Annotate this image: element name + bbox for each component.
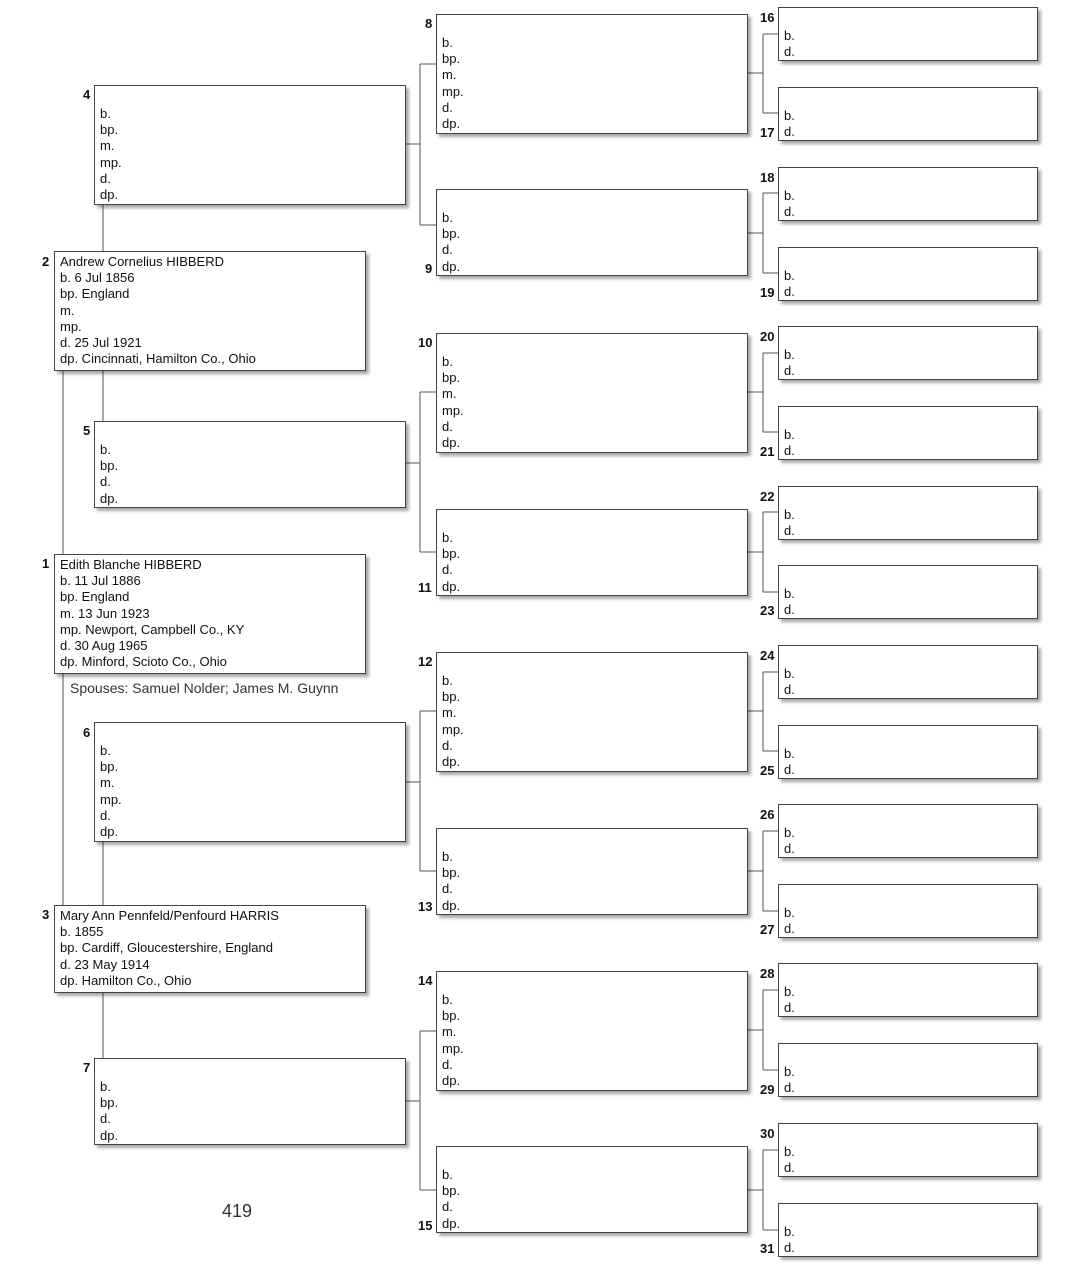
- death-line: d.: [784, 124, 795, 140]
- death-line: d.: [784, 602, 795, 618]
- person-number: 4: [83, 87, 91, 102]
- person-box-16: [778, 7, 1038, 61]
- birth-line: b.: [784, 1224, 795, 1239]
- death-line: d.: [784, 1160, 795, 1176]
- marriage-line: m.: [442, 705, 457, 721]
- death-place-line: dp.: [442, 578, 461, 594]
- birth-line: b.: [442, 354, 453, 369]
- birth-line: b.: [784, 188, 795, 203]
- person-box-28: [778, 963, 1038, 1017]
- birthplace-line: bp. England: [60, 286, 130, 302]
- person-box-19: [778, 247, 1038, 301]
- person-number: 1: [42, 556, 50, 571]
- death-line: d.: [784, 682, 795, 698]
- birth-line: b.: [784, 268, 795, 283]
- person-box-1: [54, 554, 366, 674]
- death-line: d.: [442, 418, 453, 434]
- birth-line: b.: [784, 666, 795, 681]
- death-line: d.: [784, 204, 795, 220]
- person-box-11: [436, 509, 748, 596]
- death-line: d.: [442, 737, 453, 753]
- death-place-line: dp. Hamilton Co., Ohio: [60, 972, 192, 988]
- marriage-line: m.: [60, 302, 75, 318]
- birth-line: b.: [784, 825, 795, 840]
- person-box-25: [778, 725, 1038, 779]
- marriage-place-line: mp.: [100, 791, 122, 807]
- person-number: 24: [760, 648, 775, 663]
- marriage-place-line: mp. Newport, Campbell Co., KY: [60, 621, 245, 637]
- person-number: 25: [760, 763, 775, 778]
- birth-line: b.: [442, 210, 453, 225]
- person-number: 8: [425, 16, 433, 31]
- birthplace-line: bp.: [100, 759, 119, 775]
- death-line: d.: [442, 1056, 453, 1072]
- page-number: 419: [222, 1201, 253, 1221]
- birthplace-line: bp.: [100, 458, 119, 474]
- person-number: 11: [418, 580, 432, 595]
- person-number: 28: [760, 966, 775, 981]
- birthplace-line: bp.: [442, 1183, 461, 1199]
- birth-line: b.: [784, 28, 795, 43]
- person-number: 15: [418, 1218, 433, 1233]
- person-number: 14: [418, 973, 433, 988]
- death-place-line: dp.: [100, 186, 119, 202]
- death-line: d.: [784, 443, 795, 459]
- birth-line: b.: [100, 106, 111, 121]
- person-box-6: [94, 722, 406, 842]
- person-box-18: [778, 167, 1038, 221]
- death-line: d. 25 Jul 1921: [60, 334, 142, 350]
- death-line: d.: [442, 881, 453, 897]
- death-place-line: dp.: [100, 823, 119, 839]
- birth-line: b.: [784, 427, 795, 442]
- birth-line: b.: [100, 743, 111, 758]
- death-line: d.: [784, 1000, 795, 1016]
- person-box-10: [436, 333, 748, 453]
- death-line: d.: [442, 242, 453, 258]
- death-place-line: dp.: [442, 434, 461, 450]
- death-line: d.: [100, 807, 111, 823]
- death-place-line: dp. Minford, Scioto Co., Ohio: [60, 654, 227, 670]
- person-box-17: [778, 87, 1038, 141]
- person-number: 3: [42, 907, 50, 922]
- marriage-line: m.: [100, 775, 115, 791]
- death-line: d.: [784, 1240, 795, 1256]
- death-line: d.: [784, 841, 795, 857]
- death-line: d.: [784, 523, 795, 539]
- person-number: 26: [760, 807, 775, 822]
- death-line: d.: [784, 44, 795, 60]
- birthplace-line: bp.: [100, 122, 119, 138]
- birthplace-line: bp.: [442, 370, 461, 386]
- birth-line: b. 1855: [60, 924, 104, 940]
- birth-line: b.: [784, 586, 795, 601]
- marriage-line: m.: [442, 386, 457, 402]
- person-number: 12: [418, 654, 433, 669]
- death-line: d. 30 Aug 1965: [60, 637, 148, 653]
- person-name: Mary Ann Pennfeld/Penfourd HARRIS: [60, 908, 279, 923]
- death-place-line: dp.: [442, 1215, 461, 1231]
- birth-line: b.: [442, 673, 453, 688]
- birth-line: b.: [442, 849, 453, 864]
- marriage-place-line: mp.: [60, 318, 82, 334]
- marriage-place-line: mp.: [442, 721, 464, 737]
- birth-line: b. 6 Jul 1856: [60, 270, 135, 286]
- birth-line: b.: [442, 992, 453, 1007]
- birth-line: b.: [784, 347, 795, 362]
- birth-line: b.: [442, 1167, 453, 1182]
- birthplace-line: bp.: [442, 226, 461, 242]
- birth-line: b.: [784, 746, 795, 761]
- person-box-2: [54, 251, 366, 371]
- death-line: d.: [100, 1111, 111, 1127]
- person-name: Edith Blanche HIBBERD: [60, 557, 202, 572]
- birth-line: b.: [784, 1064, 795, 1079]
- person-box-9: [436, 189, 748, 276]
- birthplace-line: bp.: [442, 51, 461, 67]
- death-line: d.: [784, 921, 795, 937]
- person-number: 9: [425, 261, 433, 276]
- death-line: d.: [100, 474, 111, 490]
- person-box-3: [54, 905, 366, 993]
- death-line: d.: [442, 1199, 453, 1215]
- person-number: 5: [83, 423, 91, 438]
- person-number: 31: [760, 1241, 775, 1256]
- person-number: 29: [760, 1082, 775, 1097]
- person-number: 22: [760, 489, 775, 504]
- person-number: 27: [760, 922, 775, 937]
- marriage-line: m.: [100, 138, 115, 154]
- person-box-15: [436, 1146, 748, 1233]
- death-line: d.: [784, 762, 795, 778]
- birth-line: b.: [784, 507, 795, 522]
- birth-line: b.: [784, 1144, 795, 1159]
- person-box-27: [778, 884, 1038, 938]
- person-number: 19: [760, 285, 775, 300]
- birth-line: b.: [442, 530, 453, 545]
- person-number: 6: [83, 725, 91, 740]
- birthplace-line: bp.: [100, 1095, 119, 1111]
- death-line: d. 23 May 1914: [60, 956, 150, 972]
- death-place-line: dp.: [442, 115, 461, 131]
- death-place-line: dp.: [100, 490, 119, 506]
- person-number: 17: [760, 125, 775, 140]
- death-line: d.: [442, 562, 453, 578]
- death-place-line: dp.: [442, 258, 461, 274]
- person-number: 7: [83, 1060, 91, 1075]
- person-box-31: [778, 1203, 1038, 1257]
- person-number: 23: [760, 603, 775, 618]
- marriage-place-line: mp.: [442, 1040, 464, 1056]
- birthplace-line: bp.: [442, 689, 461, 705]
- birth-line: b.: [784, 108, 795, 123]
- death-line: d.: [442, 99, 453, 115]
- death-place-line: dp.: [100, 1127, 119, 1143]
- birth-line: b.: [100, 1079, 111, 1094]
- death-place-line: dp.: [442, 1072, 461, 1088]
- person-box-8: [436, 14, 748, 134]
- marriage-place-line: mp.: [442, 402, 464, 418]
- birthplace-line: bp.: [442, 546, 461, 562]
- person-box-24: [778, 645, 1038, 699]
- person-number: 30: [760, 1126, 775, 1141]
- death-line: d.: [784, 1080, 795, 1096]
- person-box-4: [94, 85, 406, 205]
- birth-line: b.: [784, 984, 795, 999]
- birth-line: b.: [784, 905, 795, 920]
- marriage-place-line: mp.: [442, 83, 464, 99]
- person-box-20: [778, 326, 1038, 380]
- marriage-line: m. 13 Jun 1923: [60, 605, 150, 621]
- birth-line: b.: [442, 35, 453, 50]
- marriage-line: m.: [442, 67, 457, 83]
- person-box-23: [778, 565, 1038, 619]
- person-name: Andrew Cornelius HIBBERD: [60, 254, 225, 269]
- person-box-7: [94, 1058, 406, 1145]
- spouses-note: Spouses: Samuel Nolder; James M. Guynn: [70, 680, 339, 696]
- death-place-line: dp.: [442, 897, 461, 913]
- death-place-line: dp. Cincinnati, Hamilton Co., Ohio: [60, 351, 256, 367]
- person-number: 13: [418, 899, 433, 914]
- person-box-26: [778, 804, 1038, 858]
- birthplace-line: bp. Cardiff, Gloucestershire, England: [60, 940, 273, 956]
- person-number: 16: [760, 10, 775, 25]
- birthplace-line: bp.: [442, 865, 461, 881]
- person-box-5: [94, 421, 406, 508]
- person-number: 2: [42, 254, 50, 269]
- birthplace-line: bp.: [442, 1008, 461, 1024]
- person-box-14: [436, 971, 748, 1091]
- death-place-line: dp.: [442, 753, 461, 769]
- person-box-30: [778, 1123, 1038, 1177]
- person-box-13: [436, 828, 748, 915]
- birth-line: b.: [100, 442, 111, 457]
- person-box-22: [778, 486, 1038, 540]
- person-box-21: [778, 406, 1038, 460]
- person-box-12: [436, 652, 748, 772]
- person-box-29: [778, 1043, 1038, 1097]
- birth-line: b. 11 Jul 1886: [60, 573, 141, 589]
- marriage-place-line: mp.: [100, 154, 122, 170]
- person-number: 18: [760, 170, 775, 185]
- marriage-line: m.: [442, 1024, 457, 1040]
- person-number: 10: [418, 335, 433, 350]
- person-number: 20: [760, 329, 775, 344]
- death-line: d.: [784, 363, 795, 379]
- death-line: d.: [100, 170, 111, 186]
- birthplace-line: bp. England: [60, 589, 130, 605]
- death-line: d.: [784, 284, 795, 300]
- person-number: 21: [760, 444, 775, 459]
